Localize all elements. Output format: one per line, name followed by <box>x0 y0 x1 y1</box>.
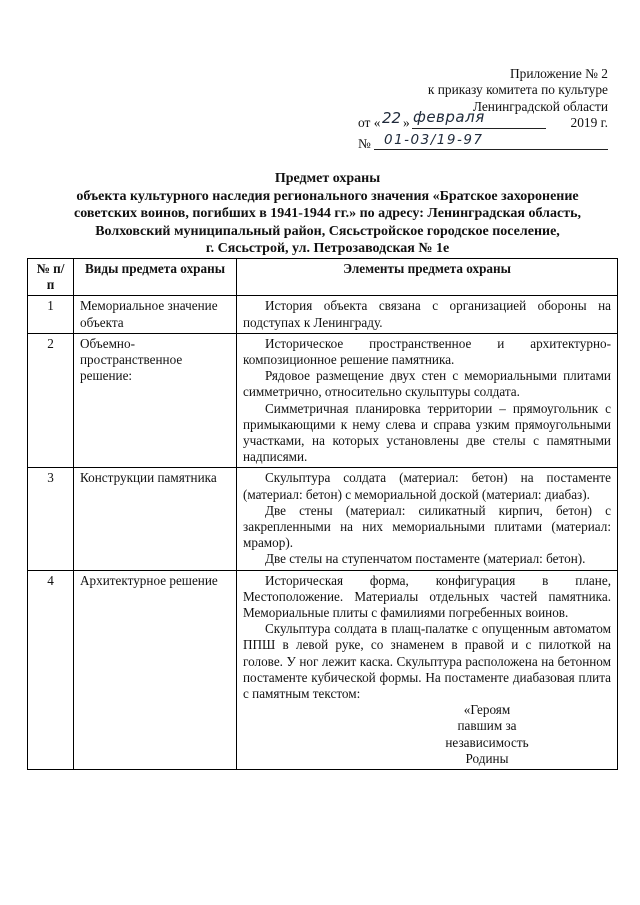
row-kind: Конструкции памятника <box>74 468 237 570</box>
handwritten-number: 01-03/19-97 <box>384 132 484 149</box>
date-year: 2019 г. <box>570 115 608 131</box>
element-paragraph: Две стелы на ступенчатом постаменте (материал: бетон). <box>265 551 586 567</box>
element-paragraph: Рядовое размещение двух стен с мемориальными плитами симметрично, относительно скульптуры солдата. <box>243 368 611 400</box>
number-prefix: № <box>358 136 371 152</box>
table-header-row <box>28 259 618 296</box>
region-name: Ленинградской области <box>472 98 608 114</box>
header-kinds: Виды предмета охраны <box>74 259 237 296</box>
row-kind: Архитектурное решение <box>74 570 237 769</box>
element-paragraph: Две стены (материал: силикатный кирпич, бетон) с закрепленными на них мемориальными плитами (материал: мрамор). <box>243 502 611 551</box>
order-reference: к приказу комитета по культуре <box>427 82 608 98</box>
date-quote-close: » <box>403 115 410 131</box>
date-underline <box>412 128 546 129</box>
order-number <box>358 132 608 153</box>
number-underline <box>374 149 608 150</box>
date-prefix: от « <box>358 115 381 131</box>
row-number: 3 <box>28 468 74 570</box>
title-line-5: г. Сясьстрой, ул. Петрозаводская № 1е <box>205 241 450 257</box>
row-elements <box>237 468 618 570</box>
row-kind: Мемориальное значение объекта <box>74 296 237 333</box>
row-kind: Объемно-пространственное решение: <box>74 333 237 468</box>
table-row <box>28 570 618 769</box>
row-number: 2 <box>28 333 74 468</box>
element-paragraph: История объекта связана с организацией обороны на подступах к Ленинграду. <box>243 298 611 330</box>
inscription-line: павшим за <box>457 718 517 734</box>
header-elements: Элементы предмета охраны <box>237 259 618 296</box>
appendix-header <box>358 66 608 153</box>
protection-table <box>27 258 618 770</box>
row-number: 1 <box>28 296 74 333</box>
inscription-line: независимость <box>445 734 529 750</box>
handwritten-month: февраля <box>413 108 485 127</box>
table-row <box>28 468 618 570</box>
row-elements <box>237 570 618 769</box>
order-date <box>358 108 608 132</box>
header-num: № п/п <box>28 259 74 296</box>
inscription-line: «Героям <box>463 702 511 718</box>
handwritten-day: 22 <box>382 109 402 128</box>
title-line-1: Предмет охраны <box>274 171 381 186</box>
element-paragraph: Симметричная планировка территории – прямоугольник с примыкающими к нему слева и справа узким прямоугольными участками, на которых установлены две стелы с памятными надписями. <box>243 400 611 465</box>
element-paragraph: Историческая форма, конфигурация в плане, Местоположение. Материалы отдельных частей памятника. Мемориальные плиты с фамилиями погребенных воинов. <box>243 572 611 621</box>
row-number: 4 <box>28 570 74 769</box>
document-title <box>40 170 615 258</box>
title-line-3: советских воинов, погибших в 1941-1944 гг.» по адресу: Ленинградская область, <box>73 206 582 222</box>
table-body <box>28 296 618 770</box>
appendix-number: Приложение № 2 <box>509 66 608 81</box>
table-row <box>28 333 618 468</box>
title-line-4: Волховский муниципальный район, Сясьстройское городское поселение, <box>95 223 560 239</box>
row-elements <box>237 296 618 333</box>
inscription-line: Родины <box>465 750 509 766</box>
element-paragraph: Историческое пространственное и архитектурно-композиционное решение памятника. <box>243 335 611 368</box>
element-paragraph: Скульптура солдата (материал: бетон) на постаменте (материал: бетон) с мемориальной доской (материал: диабаз). <box>243 470 611 502</box>
row-elements <box>237 333 618 468</box>
table-row <box>28 296 618 333</box>
title-line-2: объекта культурного наследия регионального значения «Братское захоронение <box>76 188 579 204</box>
element-paragraph: Скульптура солдата в плащ-палатке с опущенным автоматом ППШ в левой руке, со знаменем в правой и с пилоткой на голове. У ног лежит каска. Скульптура расположена на бетонном постаменте кубической формы. На постаменте диабазовая плита с памятным текстом: <box>243 621 611 702</box>
